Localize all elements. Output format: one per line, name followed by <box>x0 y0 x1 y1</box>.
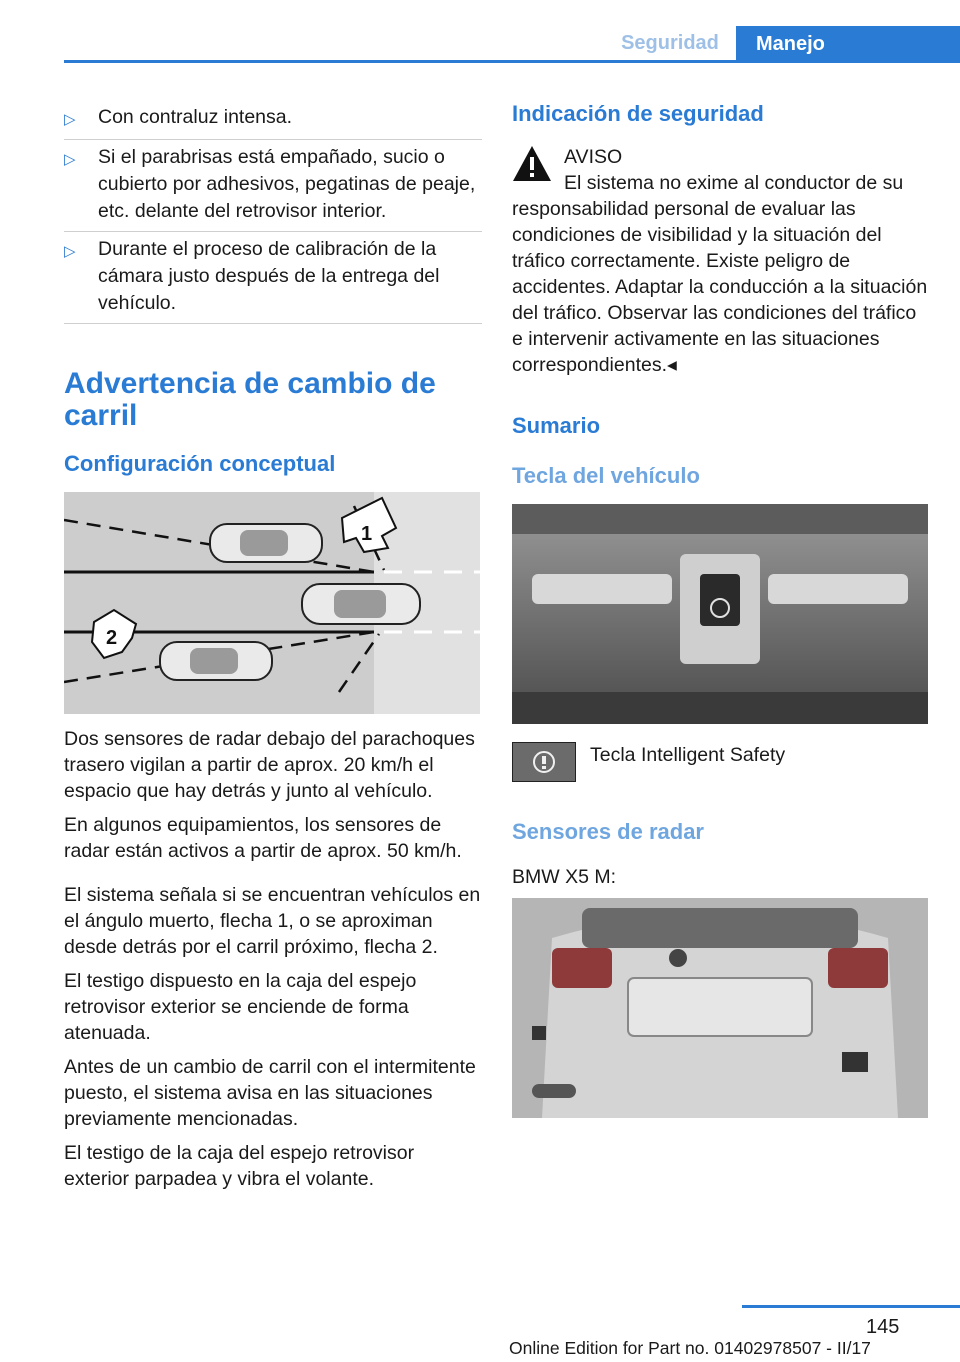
summary-title: Sumario <box>512 413 601 438</box>
car-icon <box>210 524 322 562</box>
svg-text:1: 1 <box>361 523 373 545</box>
page-number: 145 <box>866 1316 900 1338</box>
car-icon <box>302 584 420 624</box>
list-item: ▷ Con contraluz intensa. <box>64 100 482 140</box>
tab-manejo[interactable]: Manejo <box>736 26 960 63</box>
paragraph: El testigo de la caja del espejo retrovisor exterior parpadea y vibra el volante. <box>64 1142 415 1190</box>
key-legend <box>512 742 930 782</box>
warning-label: AVISO <box>564 146 623 168</box>
paragraph: En algunos equipamientos, los sensores de radar están activos a partir de aprox. 50 km/h. <box>64 814 462 862</box>
right-column <box>512 100 930 1118</box>
safety-title: Indicación de seguridad <box>512 101 764 126</box>
warning-text: El sistema no exime al conductor de su responsabilidad personal de evaluar las condiciones de visibilidad y la situación del tráfico correctamente. Existe peligro de accidentes. Adaptar la conducción a la situación del tráfico. Observar las condiciones del tráfico e intervenir activamente en las situaciones correspondientes.◂ <box>512 172 928 376</box>
triangle-bullet-icon: ▷ <box>64 151 76 168</box>
paragraph: Antes de un cambio de carril con el intermitente puesto, el sistema avisa en las situaciones previamente mencionadas. <box>64 1056 476 1130</box>
section-title: Advertencia de cambio de carril <box>64 367 436 432</box>
car-icon <box>160 642 272 680</box>
lane-diagram-svg <box>64 492 480 714</box>
triangle-bullet-icon: ▷ <box>64 111 76 128</box>
radar-sensor-left-icon <box>532 1026 546 1040</box>
logo-icon <box>669 949 687 967</box>
list-item: ▷ Si el parabrisas está empañado, sucio o cubierto por adhesivos, pegatinas de peaje, etc. delante del retrovisor interior. <box>64 140 482 232</box>
intelligent-safety-key-icon <box>512 742 576 782</box>
radar-title: Sensores de radar <box>512 819 704 844</box>
triangle-bullet-icon: ▷ <box>64 243 76 260</box>
vehicle-rear-photo <box>512 898 928 1118</box>
edition-note: Online Edition for Part no. 01402978507 - II/17 <box>509 1338 871 1358</box>
warning-triangle-icon <box>512 144 552 184</box>
left-column <box>64 100 482 1200</box>
key-label: Tecla Intelligent Safety <box>590 744 786 766</box>
subsection-title: Configuración conceptual <box>64 451 336 476</box>
license-plate <box>628 978 812 1036</box>
paragraph: Dos sensores de radar debajo del parachoques trasero vigilan a partir de aprox. 20 km/h el espacio que hay detrás y junto al vehículo. <box>64 728 475 802</box>
radar-sensor-right-icon <box>842 1052 868 1072</box>
dashboard-button-photo <box>512 504 928 724</box>
lane-change-diagram <box>64 492 480 714</box>
header-rule <box>64 60 960 63</box>
model-label: BMW X5 M: <box>512 866 617 888</box>
paragraph: El sistema señala si se encuentran vehículos en el ángulo muerto, flecha 1, o se aproximan desde detrás por el carril próximo, flecha 2. <box>64 884 481 958</box>
vehicle-key-title: Tecla del vehículo <box>512 463 700 488</box>
svg-text:2: 2 <box>106 627 118 649</box>
paragraph: El testigo dispuesto en la caja del espejo retrovisor exterior se enciende de forma atenuada. <box>64 970 417 1044</box>
footer-rule <box>742 1305 960 1308</box>
tab-seguridad[interactable]: Seguridad <box>621 32 719 54</box>
list-item: ▷ Durante el proceso de calibración de la cámara justo después de la entrega del vehículo. <box>64 232 482 324</box>
